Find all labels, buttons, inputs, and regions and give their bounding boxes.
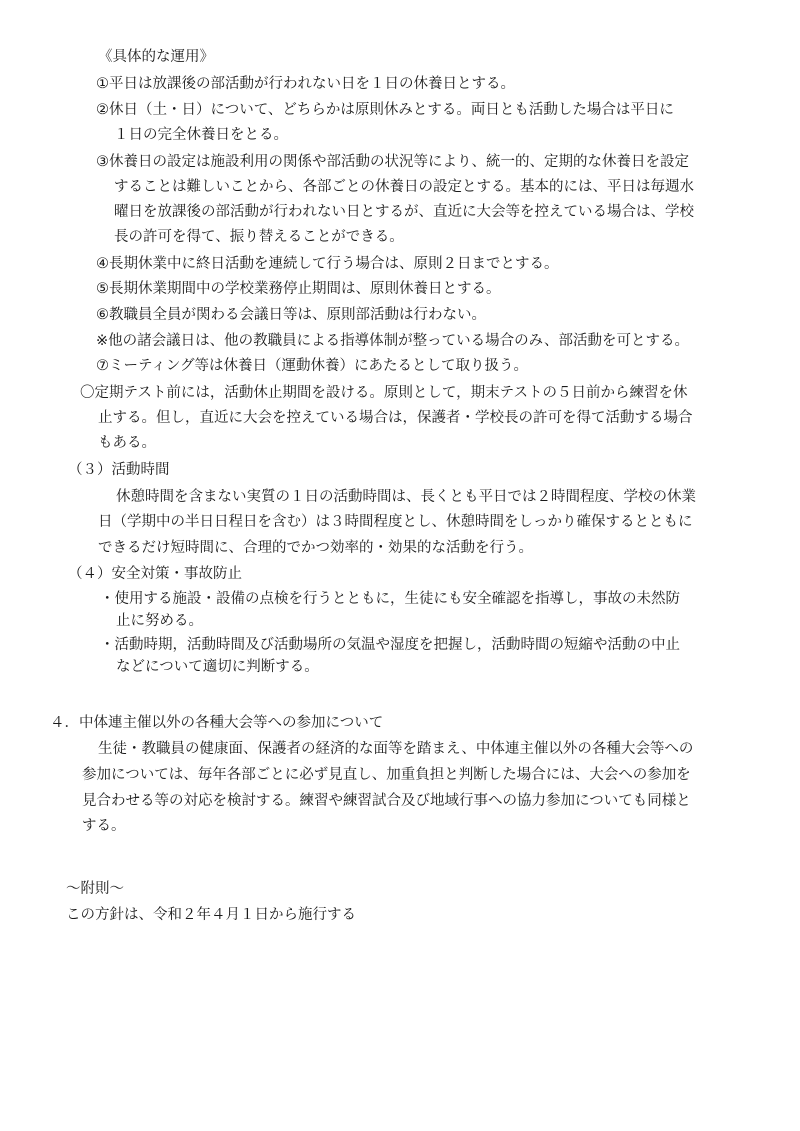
operation-item-2-line-2: １日の完全休養日をとる。 xyxy=(114,127,288,143)
chapter-4-line-3: 見合わせる等の対応を検討する。練習や練習試合及び地域行事への協力参加についても同様と xyxy=(82,793,691,809)
operation-note: ※他の諸会議日は、他の教職員による指導体制が整っている場合のみ、部活動を可とする。 xyxy=(96,333,690,349)
operation-heading: 《具体的な運用》 xyxy=(98,49,214,65)
section-3-heading: （３）活動時間 xyxy=(68,462,170,478)
section-3-line-1: 休憩時間を含まない実質の１日の活動時間は、長くとも平日では２時間程度、学校の休業 xyxy=(116,489,696,505)
section-4-bullet-2-line-1: ・活動時期，活動時間及び活動場所の気温や湿度を把握し，活動時間の短縮や活動の中止 xyxy=(100,637,680,653)
section-4-heading: （４）安全対策・事故防止 xyxy=(68,566,242,582)
chapter-4-line-1: 生徒・教職員の健康面、保護者の経済的な面等を踏まえ、中体連主催以外の各種大会等への xyxy=(98,741,694,757)
chapter-4-line-2: 参加については、毎年各部ごとに必ず見直し、加重負担と判断した場合には、大会への参加を xyxy=(82,767,691,783)
operation-item-3-line-3: 曜日を放課後の部活動が行われない日とするが、直近に大会等を控えている場合は、学校 xyxy=(114,204,694,220)
operation-item-7: ⑦ミーティング等は休養日（運動休養）にあたるとして取り扱う。 xyxy=(96,358,529,374)
test-period-line-2: 止する。但し，直近に大会を控えている場合は，保護者・学校長の許可を得て活動する場合 xyxy=(98,410,693,426)
section-4-bullet-1-line-1: ・使用する施設・設備の点検を行うとともに，生徒にも安全確認を指導し，事故の未然防 xyxy=(100,591,680,607)
section-3-line-3: できるだけ短時間に、合理的でかつ効率的・効果的な活動を行う。 xyxy=(98,540,533,556)
supplementary-text: この方針は、令和２年４月１日から施行する xyxy=(66,907,356,923)
supplementary-heading: ～附則～ xyxy=(66,881,124,897)
operation-item-4: ④長期休業中に終日活動を連続して行う場合は、原則２日までとする。 xyxy=(96,256,559,272)
operation-item-2-line-1: ②休日（土・日）について、どちらかは原則休みとする。両日とも活動した場合は平日に xyxy=(96,102,674,118)
operation-item-6: ⑥教職員全員が関わる会議日等は、原則部活動は行わない。 xyxy=(96,307,486,323)
operation-item-1: ①平日は放課後の部活動が行われない日を１日の休養日とする。 xyxy=(96,76,515,92)
chapter-4-line-4: する。 xyxy=(82,818,126,834)
operation-item-3-line-4: 長の許可を得て、振り替えることができる。 xyxy=(114,229,404,245)
operation-item-3-line-1: ③休養日の設定は施設利用の関係や部活動の状況等により、統一的、定期的な休養日を設定 xyxy=(96,154,689,170)
test-period-line-3: もある。 xyxy=(98,435,156,451)
section-4-bullet-1-line-2: 止に努める。 xyxy=(116,613,203,629)
operation-item-5: ⑤長期休業期間中の学校業務停止期間は、原則休養日とする。 xyxy=(96,281,501,297)
test-period-line-1: 〇定期テスト前には，活動休止期間を設ける。原則として，期末テストの５日前から練習を休 xyxy=(80,385,688,401)
chapter-4-heading: ４．中体連主催以外の各種大会等への参加について xyxy=(50,715,384,731)
operation-item-3-line-2: することは難しいことから、各部ごとの休養日の設定とする。基本的には、平日は毎週水 xyxy=(114,179,694,195)
section-3-line-2: 日（学期中の半日日程日を含む）は３時間程度とし、休憩時間をしっかり確保するとともに xyxy=(98,514,693,530)
section-4-bullet-2-line-2: などについて適切に判断する。 xyxy=(116,659,319,675)
